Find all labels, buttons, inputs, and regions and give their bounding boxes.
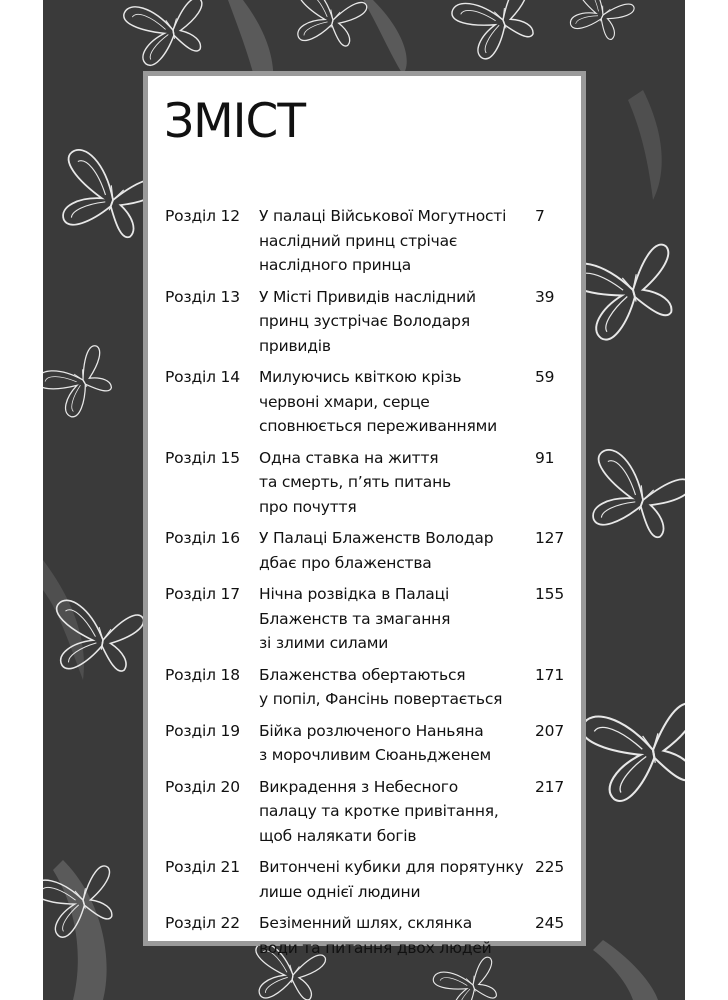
toc-chapter-title: Нічна розвідка в Палаці Блаженств та змагання зі злими силами (259, 585, 451, 652)
toc-page-number: 225 (535, 858, 564, 876)
toc-chapter-title: Блаженства обертаються у попіл, Фансінь повертається (259, 665, 503, 708)
toc-chapter-title: Бійка розлюченого Наньяна з морочливим Сюаньдженем (259, 721, 492, 764)
toc-entry[interactable] (165, 285, 583, 359)
toc-chapter-title: Безіменний шлях, склянка води та питання двох людей (259, 914, 492, 957)
toc-entry[interactable] (165, 911, 583, 960)
toc-chapter-number: Розділ 14 (165, 368, 240, 386)
toc-chapter-title: Милуючись квіткою крізь червоні хмари, серце сповнюється переживаннями (259, 368, 497, 435)
toc-page-number: 207 (535, 721, 564, 740)
toc-page-number: 39 (535, 287, 555, 306)
toc-chapter-number: Розділ 12 (165, 207, 240, 225)
toc-chapter-number: Розділ 15 (165, 448, 240, 467)
toc-chapter-title: У Палаці Блаженств Володар дбає про блаженства (259, 529, 494, 572)
toc-entry[interactable] (165, 365, 583, 439)
toc-page-number: 155 (535, 585, 564, 603)
toc-entry[interactable] (165, 719, 583, 768)
toc-list (165, 204, 583, 967)
toc-chapter-number: Розділ 19 (165, 721, 240, 740)
toc-page-number: 91 (535, 448, 555, 467)
toc-chapter-title: У палаці Військової Могутності наслідний принц стрічає наслідного принца (259, 207, 507, 274)
toc-chapter-title: Одна ставка на життя та смерть, п’ять питань про почуття (259, 448, 451, 516)
toc-page-number: 59 (535, 368, 555, 386)
toc-entry[interactable] (165, 775, 583, 849)
table-of-contents-card (143, 71, 586, 957)
toc-page-number: 127 (535, 529, 564, 547)
toc-chapter-number: Розділ 20 (165, 777, 240, 796)
toc-page-number: 171 (535, 665, 564, 684)
toc-entry[interactable] (165, 663, 583, 712)
toc-chapter-number: Розділ 18 (165, 665, 240, 684)
toc-entry[interactable] (165, 526, 583, 575)
toc-chapter-title: У Місті Привидів наслідний принц зустрічає Володаря привидів (259, 287, 476, 355)
toc-chapter-number: Розділ 17 (165, 585, 240, 603)
toc-chapter-number: Розділ 22 (165, 914, 240, 932)
toc-entry[interactable] (165, 582, 583, 656)
toc-entry[interactable] (165, 204, 583, 278)
toc-chapter-title: Витончені кубики для порятунку лише однієї людини (259, 858, 524, 901)
toc-title: ЗМІСТ (164, 94, 306, 149)
toc-chapter-number: Розділ 13 (165, 287, 240, 306)
toc-page-number: 245 (535, 914, 564, 932)
toc-page-number: 217 (535, 777, 564, 796)
toc-chapter-number: Розділ 21 (165, 858, 240, 876)
toc-entry[interactable] (165, 855, 583, 904)
toc-chapter-number: Розділ 16 (165, 529, 240, 547)
toc-entry[interactable] (165, 446, 583, 520)
toc-page-number: 7 (535, 207, 545, 225)
toc-chapter-title: Викрадення з Небесного палацу та кротке привітання, щоб налякати богів (259, 777, 499, 845)
